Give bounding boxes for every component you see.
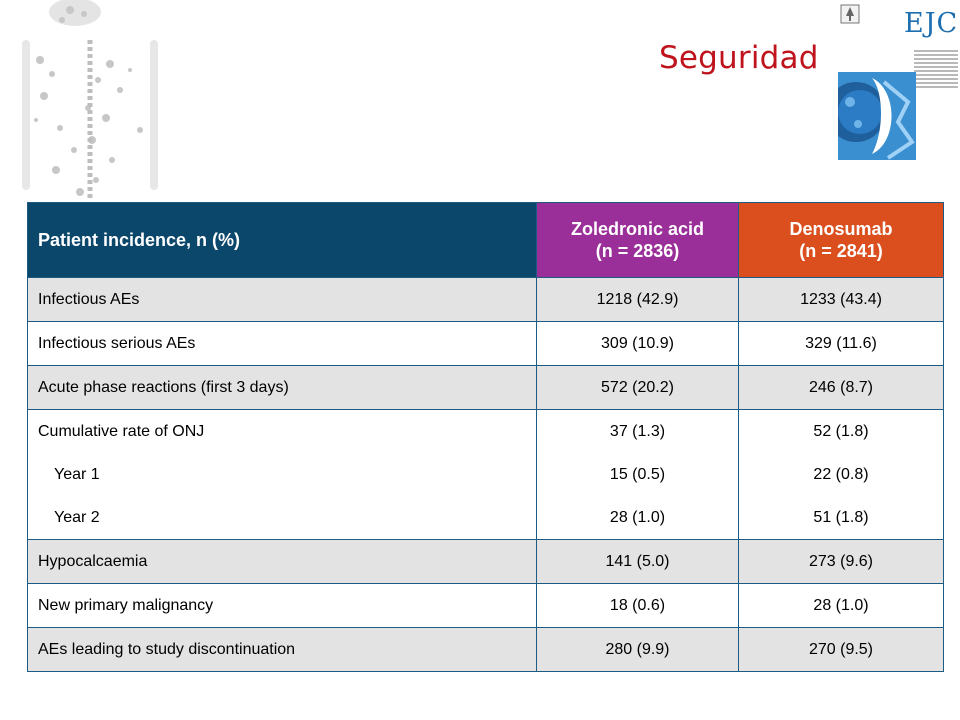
row-den-value: 329 (11.6) [739, 322, 944, 366]
row-den-value: 52 (1.8) [739, 410, 944, 454]
header-zol-n: (n = 2836) [595, 241, 680, 261]
row-den-value: 246 (8.7) [739, 366, 944, 410]
row-label: Hypocalcaemia [28, 540, 537, 584]
row-label: Cumulative rate of ONJ [28, 410, 537, 454]
cover-artwork-icon [838, 72, 916, 160]
row-label: Infectious AEs [28, 278, 537, 322]
journal-logo: EJC [904, 8, 959, 39]
table-row [28, 628, 944, 672]
table-header-row [28, 203, 944, 278]
row-zol-value: 280 (9.9) [537, 628, 739, 672]
journal-cover-thumbnail [838, 0, 960, 160]
row-label: Infectious serious AEs [28, 322, 537, 366]
header-zoledronic-acid [537, 203, 739, 278]
row-den-value: 51 (1.8) [739, 496, 944, 540]
row-zol-value: 15 (0.5) [537, 453, 739, 496]
elsevier-logo-icon [840, 4, 860, 24]
cover-text-lines [914, 50, 958, 90]
row-zol-value: 28 (1.0) [537, 496, 739, 540]
row-den-value: 1233 (43.4) [739, 278, 944, 322]
table-row [28, 322, 944, 366]
row-label: Year 2 [28, 496, 537, 540]
row-label: New primary malignancy [28, 584, 537, 628]
table-row [28, 496, 944, 540]
row-zol-value: 141 (5.0) [537, 540, 739, 584]
table-row [28, 453, 944, 496]
slide-title: Seguridad [659, 40, 819, 76]
table-row [28, 584, 944, 628]
safety-table [27, 202, 943, 672]
row-zol-value: 572 (20.2) [537, 366, 739, 410]
header-den-name: Denosumab [789, 219, 893, 239]
header-denosumab [739, 203, 944, 278]
header-zol-name: Zoledronic acid [570, 219, 705, 239]
table-row [28, 410, 944, 454]
bone-scan-image [0, 0, 190, 200]
table-row [28, 278, 944, 322]
row-den-value: 270 (9.5) [739, 628, 944, 672]
header-den-n: (n = 2841) [799, 241, 883, 261]
header-patient-incidence: Patient incidence, n (%) [28, 203, 537, 278]
row-zol-value: 37 (1.3) [537, 410, 739, 454]
row-den-value: 28 (1.0) [739, 584, 944, 628]
row-den-value: 273 (9.6) [739, 540, 944, 584]
row-zol-value: 1218 (42.9) [537, 278, 739, 322]
row-label: Acute phase reactions (first 3 days) [28, 366, 537, 410]
row-label: AEs leading to study discontinuation [28, 628, 537, 672]
row-zol-value: 18 (0.6) [537, 584, 739, 628]
table-row [28, 366, 944, 410]
table-row [28, 540, 944, 584]
row-zol-value: 309 (10.9) [537, 322, 739, 366]
row-label: Year 1 [28, 453, 537, 496]
row-den-value: 22 (0.8) [739, 453, 944, 496]
